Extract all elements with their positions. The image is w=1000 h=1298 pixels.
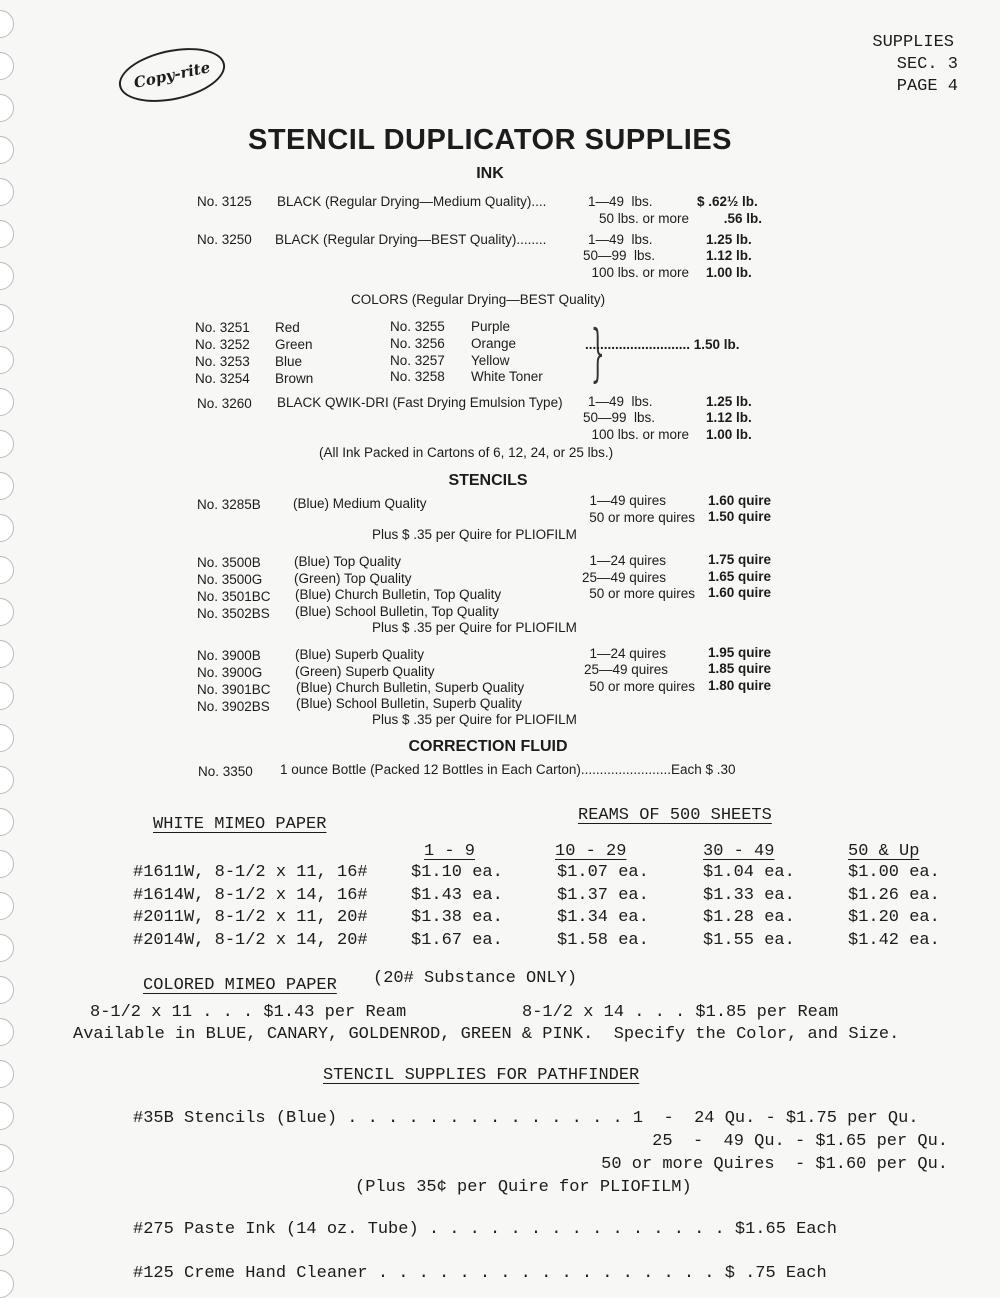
stencil-no: No. 3900G	[197, 665, 263, 680]
column-header: 10 - 29	[555, 842, 627, 861]
ink-qty: 50—99 lbs.	[582, 248, 655, 263]
stencil-price: 1.50 quire	[708, 509, 772, 524]
colored-size-11: 8-1/2 x 11 . . . $1.43 per Ream	[90, 1003, 407, 1022]
color-no: No. 3258	[390, 369, 445, 384]
stencil-no: No. 3902BS	[197, 699, 270, 714]
white-mimeo-heading: WHITE MIMEO PAPER	[153, 815, 327, 834]
binder-hole	[0, 1060, 14, 1088]
stencil-price: 1.95 quire	[708, 645, 772, 660]
binder-hole	[0, 1228, 14, 1256]
ink-qty: 100 lbs. or more	[591, 427, 689, 442]
stencils-heading: STENCILS	[448, 472, 528, 489]
price-cell: $1.04 ea.	[703, 863, 795, 882]
binder-hole	[0, 556, 14, 584]
binder-hole	[0, 514, 14, 542]
ink-price: 1.12 lb.	[706, 410, 752, 425]
stencil-qty: 50 or more quires	[589, 510, 695, 525]
stencil-price: 1.60 quire	[708, 585, 772, 600]
binder-hole	[0, 94, 14, 122]
ink-qty: 50 lbs. or more	[598, 211, 689, 226]
colored-availability: Available in BLUE, CANARY, GOLDENROD, GREEN & PINK. Specify the Color, and Size.	[73, 1025, 900, 1044]
color-no: No. 3257	[390, 353, 445, 368]
stencil-no: No. 3500B	[197, 555, 261, 570]
color-no: No. 3255	[390, 319, 445, 334]
stencil-desc: (Green) Top Quality	[294, 571, 412, 586]
binder-hole	[0, 346, 14, 374]
column-header: 30 - 49	[703, 842, 775, 861]
stencil-qty: 1—24 quires	[589, 646, 666, 661]
color-name: Red	[275, 320, 300, 335]
color-no: No. 3253	[195, 354, 250, 369]
ink-qty: 1—49 lbs.	[588, 394, 653, 409]
pliofilm-note: Plus $ .35 per Quire for PLIOFILM	[372, 527, 577, 542]
paper-item: #1611W, 8-1/2 x 11, 16#	[133, 863, 368, 882]
binder-hole	[0, 1102, 14, 1130]
ink-heading: INK	[476, 165, 504, 182]
binder-hole	[0, 10, 14, 38]
stencil-price: 1.80 quire	[708, 678, 772, 693]
color-name: Yellow	[471, 353, 510, 368]
color-no: No. 3254	[195, 371, 250, 386]
binder-hole	[0, 1186, 14, 1214]
price-cell: $1.10 ea.	[411, 863, 503, 882]
stencil-desc: (Blue) Medium Quality	[293, 496, 427, 511]
price-cell: $1.26 ea.	[848, 886, 940, 905]
color-no: No. 3251	[195, 320, 250, 335]
column-header: 50 & Up	[848, 842, 920, 861]
stencil-qty: 25—49 quires	[583, 662, 668, 677]
section-label: SUPPLIES	[872, 33, 954, 52]
binder-hole	[0, 682, 14, 710]
pathfinder-heading: STENCIL SUPPLIES FOR PATHFINDER	[323, 1066, 640, 1085]
binder-hole	[0, 1144, 14, 1172]
ink-item-desc: BLACK (Regular Drying—BEST Quality)........	[275, 232, 547, 247]
binder-hole	[0, 52, 14, 80]
color-name: Green	[275, 337, 313, 352]
stencil-desc: (Green) Superb Quality	[295, 664, 435, 679]
ink-price: 1.25 lb.	[706, 232, 752, 247]
pathfinder-pliofilm-note: (Plus 35¢ per Quire for PLIOFILM)	[355, 1178, 692, 1197]
price-cell: $1.33 ea.	[703, 886, 795, 905]
stencil-qty: 1—49 quires	[589, 493, 666, 508]
price-cell: $1.43 ea.	[411, 886, 503, 905]
binder-hole	[0, 1018, 14, 1046]
price-cell: $1.38 ea.	[411, 908, 503, 927]
pathfinder-stencil-line: 25 - 49 Qu. - $1.65 per Qu.	[652, 1132, 948, 1151]
price-cell: $1.20 ea.	[848, 908, 940, 927]
price-cell: $1.67 ea.	[411, 931, 503, 950]
ink-price: 1.00 lb.	[706, 427, 752, 442]
ink-qty: 100 lbs. or more	[591, 265, 689, 280]
stencil-no: No. 3501BC	[197, 589, 271, 604]
hand-cleaner-line: #125 Creme Hand Cleaner . . . . . . . . . . . . . . . . . $ .75 Each	[133, 1264, 827, 1283]
binder-hole	[0, 430, 14, 458]
column-header: 1 - 9	[424, 842, 476, 861]
binder-hole	[0, 304, 14, 332]
binder-hole	[0, 388, 14, 416]
stencil-price: 1.60 quire	[708, 493, 772, 508]
price-cell: $1.34 ea.	[557, 908, 649, 927]
stencil-desc: (Blue) Church Bulletin, Top Quality	[295, 587, 502, 602]
price-cell: $1.42 ea.	[848, 931, 940, 950]
color-name: White Toner	[471, 369, 543, 384]
reams-heading: REAMS OF 500 SHEETS	[578, 806, 772, 825]
stencil-price: 1.75 quire	[708, 552, 772, 567]
stencil-no: No. 3900B	[197, 648, 261, 663]
ink-item-no: No. 3125	[197, 194, 252, 209]
ink-item-no: No. 3250	[197, 232, 252, 247]
price-cell: $1.00 ea.	[848, 863, 940, 882]
binder-hole	[0, 808, 14, 836]
substance-note: (20# Substance ONLY)	[373, 969, 578, 988]
stencil-no: No. 3500G	[197, 572, 263, 587]
stencil-qty: 50 or more quires	[589, 679, 695, 694]
binder-hole	[0, 640, 14, 668]
binder-hole	[0, 178, 14, 206]
stencil-qty: 25—49 quires	[581, 570, 666, 585]
stencil-desc: (Blue) Top Quality	[294, 554, 402, 569]
paste-ink-line: #275 Paste Ink (14 oz. Tube) . . . . . . . . . . . . . . . $1.65 Each	[133, 1220, 837, 1239]
copy-rite-logo	[114, 39, 230, 110]
price-cell: $1.28 ea.	[703, 908, 795, 927]
paper-item: #2011W, 8-1/2 x 11, 20#	[133, 908, 368, 927]
ink-price: 1.12 lb.	[706, 248, 752, 263]
stencil-desc: (Blue) Church Bulletin, Superb Quality	[296, 680, 525, 695]
colors-price: ............................ 1.50 lb.	[585, 337, 740, 352]
price-cell: $1.58 ea.	[557, 931, 649, 950]
correction-no: No. 3350	[198, 764, 253, 779]
pliofilm-note: Plus $ .35 per Quire for PLIOFILM	[372, 620, 577, 635]
ink-price: $ .62½ lb.	[697, 194, 758, 209]
ink-item-no: No. 3260	[197, 396, 252, 411]
binder-hole	[0, 598, 14, 626]
ink-qty: 50—99 lbs.	[582, 410, 655, 425]
ink-price: 1.00 lb.	[706, 265, 752, 280]
binder-hole	[0, 766, 14, 794]
correction-heading: CORRECTION FLUID	[408, 738, 568, 755]
colors-heading: COLORS (Regular Drying—BEST Quality)	[351, 292, 606, 307]
section-number: SEC. 3	[896, 55, 958, 74]
stencil-desc: (Blue) Superb Quality	[295, 647, 425, 662]
correction-desc: 1 ounce Bottle (Packed 12 Bottles in Each Carton)........................Each $ .30	[280, 762, 736, 777]
pathfinder-stencil-line: 50 or more Quires - $1.60 per Qu.	[601, 1155, 948, 1174]
ink-packing-note: (All Ink Packed in Cartons of 6, 12, 24, or 25 lbs.)	[319, 445, 614, 460]
logo-text: Copy-rite	[132, 58, 212, 92]
color-name: Blue	[275, 354, 303, 369]
price-cell: $1.55 ea.	[703, 931, 795, 950]
stencil-desc: (Blue) School Bulletin, Top Quality	[295, 604, 499, 619]
stencil-qty: 50 or more quires	[589, 586, 695, 601]
stencil-price: 1.85 quire	[708, 661, 772, 676]
color-no: No. 3252	[195, 337, 250, 352]
stencil-price: 1.65 quire	[708, 569, 772, 584]
paper-item: #1614W, 8-1/2 x 14, 16#	[133, 886, 368, 905]
stencil-qty: 1—24 quires	[589, 553, 666, 568]
brace-icon: }	[590, 316, 605, 389]
page-number: PAGE 4	[896, 77, 958, 96]
colored-size-14: 8-1/2 x 14 . . . $1.85 per Ream	[522, 1003, 839, 1022]
pliofilm-note: Plus $ .35 per Quire for PLIOFILM	[372, 712, 577, 727]
ink-price: .56 lb.	[723, 211, 762, 226]
colored-mimeo-heading: COLORED MIMEO PAPER	[143, 976, 337, 995]
pathfinder-stencil-line: #35B Stencils (Blue) . . . . . . . . . . . . . . 1 - 24 Qu. - $1.75 per Qu.	[133, 1109, 919, 1128]
ink-price: 1.25 lb.	[706, 394, 752, 409]
ink-qty: 1—49 lbs.	[588, 194, 653, 209]
ink-item-desc: BLACK QWIK-DRI (Fast Drying Emulsion Type)	[277, 395, 563, 410]
page-title: STENCIL DUPLICATOR SUPPLIES	[248, 124, 732, 156]
binder-hole	[0, 976, 14, 1004]
stencil-no: No. 3502BS	[197, 606, 270, 621]
stencil-no: No. 3901BC	[197, 682, 271, 697]
binder-hole	[0, 262, 14, 290]
binder-hole	[0, 934, 14, 962]
binder-hole	[0, 220, 14, 248]
color-name: Brown	[275, 371, 314, 386]
price-cell: $1.07 ea.	[557, 863, 649, 882]
ink-qty: 1—49 lbs.	[588, 232, 653, 247]
binder-hole	[0, 850, 14, 878]
color-name: Purple	[471, 319, 511, 334]
paper-item: #2014W, 8-1/2 x 14, 20#	[133, 931, 368, 950]
stencil-no: No. 3285B	[197, 497, 261, 512]
binder-hole	[0, 892, 14, 920]
price-cell: $1.37 ea.	[557, 886, 649, 905]
stencil-desc: (Blue) School Bulletin, Superb Quality	[296, 696, 522, 711]
color-no: No. 3256	[390, 336, 445, 351]
color-name: Orange	[471, 336, 517, 351]
ink-item-desc: BLACK (Regular Drying—Medium Quality)....	[277, 194, 547, 209]
